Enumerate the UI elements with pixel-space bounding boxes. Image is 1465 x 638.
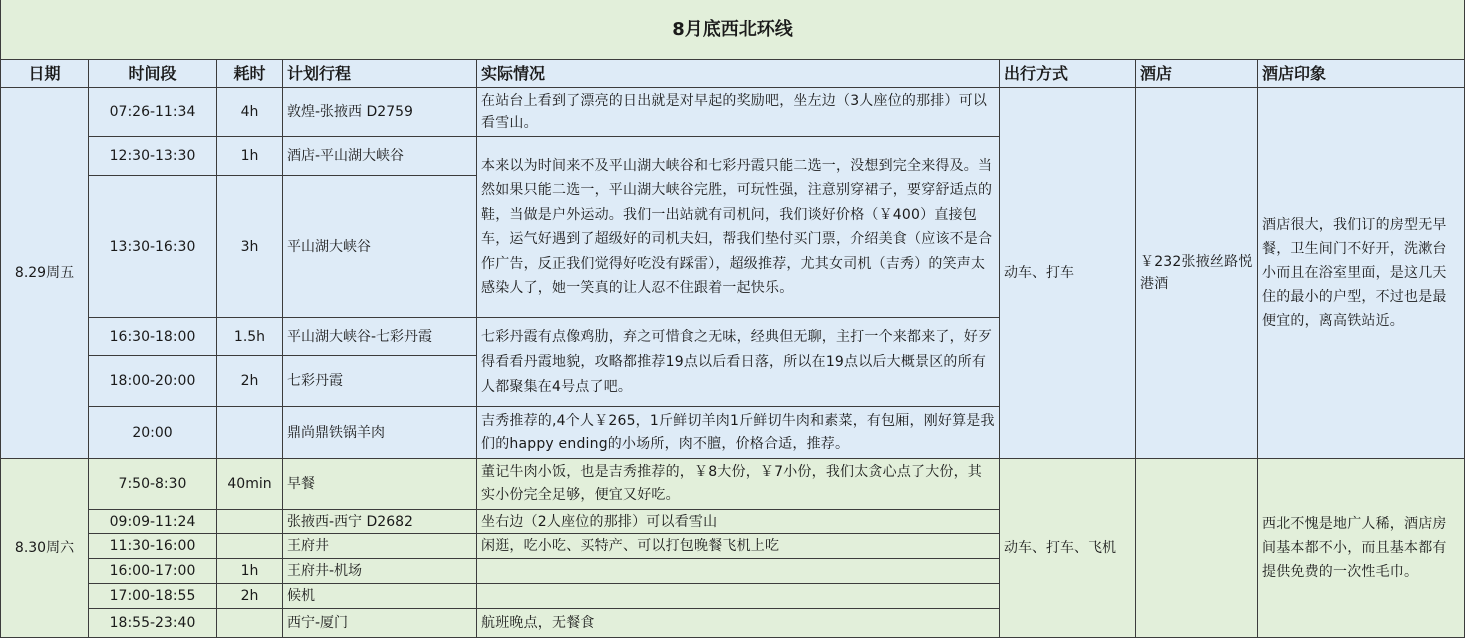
day1-row1-duration-text: 4h	[240, 104, 259, 120]
day2-row6-duration	[217, 609, 283, 638]
day2-row1-duration	[217, 459, 283, 510]
day1-row3-plan	[283, 176, 477, 318]
day2-row4-time	[89, 559, 217, 584]
day1-row2-duration	[217, 137, 283, 176]
header-duration	[217, 60, 283, 88]
day2-row6-plan-text: 西宁-厦门	[287, 615, 349, 631]
day2-row4-note	[477, 559, 1000, 584]
day1-row1-duration	[217, 88, 283, 137]
day2-hotel	[1136, 459, 1258, 638]
day2-row2-plan	[283, 510, 477, 534]
day1-row6-duration	[217, 407, 283, 459]
header-transport	[1000, 60, 1136, 88]
day1-note1	[477, 88, 1000, 137]
day2-row1-note-text: 董记牛肉小饭，也是吉秀推荐的，￥8大份，￥7小份，我们太贪心点了大份，其实小份完全足够，便宜又好吃。	[481, 464, 983, 503]
header-time	[89, 60, 217, 88]
day2-row1-plan	[283, 459, 477, 510]
day2-row2-note	[477, 510, 1000, 534]
day2-row4-plan-text: 王府井-机场	[287, 563, 363, 579]
day1-row4-duration-text: 1.5h	[233, 328, 266, 345]
day1-note4-text: 吉秀推荐的,4个人￥265，1斤鲜切羊肉1斤鲜切牛肉和素菜，有包厢，刚好算是我们的happy ending的小场所，肉不膻，价格合适，推荐。	[481, 412, 995, 452]
day1-row4-plan	[283, 318, 477, 356]
day1-note3-text: 七彩丹霞有点像鸡肋，弃之可惜食之无味，经典但无聊，主打一个来都来了，好歹得看看丹霞地貌，攻略都推荐19点以后看日落，所以在19点以后大概景区的所有人都聚集在4号点了吧。	[481, 328, 993, 395]
header-date-text: 日期	[28, 63, 61, 83]
header-hotel	[1136, 60, 1258, 88]
day2-row6-note	[477, 609, 1000, 638]
day1-row5-plan-text: 七彩丹霞	[287, 373, 343, 389]
day2-row1-plan-text: 早餐	[287, 476, 315, 492]
day2-row5-duration-text: 2h	[240, 588, 259, 604]
day2-row3-note-text: 闲逛，吃小吃、买特产、可以打包晚餐飞机上吃	[481, 538, 780, 554]
header-time-text: 时间段	[128, 63, 177, 83]
day2-impression-text: 西北不愧是地广人稀，酒店房间基本都不小，而且基本都有提供免费的一次性毛巾。	[1262, 516, 1447, 580]
day1-note2-text: 本来以为时间来不及平山湖大峡谷和七彩丹霞只能二选一，没想到完全来得及。当然如果只能二选一，平山湖大峡谷完胜，可玩性强，注意别穿裙子，要穿舒适点的鞋，当做是户外运动。我们一出站就有司机问，我们谈好价格（￥400）直接包车，运气好遇到了超级好的司机夫妇，帮我们垫付买门票，介绍美食（应该不是合作广告，反正我们觉得好吃没有踩雷），超级推荐，尤其女司机（吉秀）的笑声太感染人了，她一笑真的让人忍不住跟着一起快乐。	[481, 157, 993, 296]
day2-row3-plan-text: 王府井	[287, 538, 329, 554]
day1-row5-time	[89, 356, 217, 407]
day1-row1-time	[89, 88, 217, 137]
day2-row3-plan	[283, 534, 477, 559]
day1-row4-time-text: 16:30-18:00	[109, 328, 196, 345]
day2-row5-time-text: 17:00-18:55	[109, 588, 196, 604]
day2-row3-duration	[217, 534, 283, 559]
day2-row6-time	[89, 609, 217, 638]
header-plan-text: 计划行程	[287, 63, 352, 83]
day1-row5-duration-text: 2h	[240, 373, 259, 389]
day1-date-cell	[0, 88, 89, 459]
day2-row2-time-text: 09:09-11:24	[109, 513, 196, 530]
day2-row3-time	[89, 534, 217, 559]
day2-row2-note-text: 坐右边（2人座位的那排）可以看雪山	[481, 513, 718, 530]
header-actual-text: 实际情况	[481, 63, 546, 83]
day1-row1-time-text: 07:26-11:34	[109, 104, 196, 120]
day1-transport	[1000, 88, 1136, 459]
day1-row4-plan-text: 平山湖大峡谷-七彩丹霞	[287, 328, 433, 345]
day1-hotel	[1136, 88, 1258, 459]
day2-impression	[1258, 459, 1465, 638]
day1-date: 8.29周五	[14, 265, 75, 281]
day1-note4	[477, 407, 1000, 459]
day2-row1-time	[89, 459, 217, 510]
day2-date-cell	[0, 459, 89, 638]
day1-transport-text: 动车、打车	[1004, 265, 1074, 281]
day2-row3-time-text: 11:30-16:00	[109, 538, 196, 554]
day2-transport-text: 动车、打车、飞机	[1004, 540, 1116, 556]
day2-row4-plan	[283, 559, 477, 584]
day1-note2	[477, 137, 1000, 318]
header-plan	[283, 60, 477, 88]
day1-row2-duration-text: 1h	[240, 148, 259, 164]
day1-row1-plan	[283, 88, 477, 137]
day1-row3-plan-text: 平山湖大峡谷	[287, 238, 371, 255]
header-date	[0, 60, 89, 88]
day2-row1-duration-text: 40min	[227, 476, 272, 492]
day1-row6-plan-text: 鼎尚鼎铁锅羊肉	[287, 424, 385, 441]
day2-row5-plan-text: 候机	[287, 588, 315, 604]
header-impression	[1258, 60, 1465, 88]
day2-row4-duration	[217, 559, 283, 584]
day1-row4-time	[89, 318, 217, 356]
day1-row2-plan	[283, 137, 477, 176]
day2-row6-time-text: 18:55-23:40	[109, 615, 196, 631]
table-title-text: 8月底西北环线	[672, 18, 793, 40]
day1-impression-text: 酒店很大，我们订的房型无早餐，卫生间门不好开，洗漱台小而且在浴室里面，是这几天住的最小的户型，不过也是最便宜的，离高铁站近。	[1262, 217, 1447, 329]
day1-row2-time	[89, 137, 217, 176]
day1-hotel-text: ￥232张掖丝路悦港酒	[1140, 254, 1253, 292]
day1-row1-plan-text: 敦煌-张掖西 D2759	[287, 104, 413, 120]
day2-row2-plan-text: 张掖西-西宁 D2682	[287, 513, 413, 530]
day1-row2-time-text: 12:30-13:30	[109, 148, 196, 164]
header-duration-text: 耗时	[233, 63, 266, 83]
header-actual	[477, 60, 1000, 88]
day2-row5-time	[89, 584, 217, 609]
day2-row5-duration	[217, 584, 283, 609]
header-hotel-text: 酒店	[1140, 63, 1173, 83]
header-impression-text: 酒店印象	[1262, 63, 1327, 83]
day2-date: 8.30周六	[14, 540, 75, 556]
day1-row3-duration-text: 3h	[240, 238, 259, 255]
day2-row2-time	[89, 510, 217, 534]
day1-row3-time	[89, 176, 217, 318]
day2-transport	[1000, 459, 1136, 638]
day2-row1-note	[477, 459, 1000, 510]
day1-row5-duration	[217, 356, 283, 407]
day1-note1-text: 在站台上看到了漂亮的日出就是对早起的奖励吧，坐左边（3人座位的那排）可以看雪山。	[481, 93, 988, 131]
day1-note3	[477, 318, 1000, 407]
day1-row6-plan	[283, 407, 477, 459]
day2-row3-note	[477, 534, 1000, 559]
day2-row5-note	[477, 584, 1000, 609]
day2-row1-time-text: 7:50-8:30	[118, 476, 187, 492]
table-title	[0, 0, 1465, 60]
day2-row6-note-text: 航班晚点，无餐食	[481, 615, 595, 631]
day2-row2-duration	[217, 510, 283, 534]
day1-impression	[1258, 88, 1465, 459]
day1-row6-time-text: 20:00	[132, 424, 173, 441]
day1-row3-time-text: 13:30-16:30	[109, 238, 196, 255]
day1-row3-duration	[217, 176, 283, 318]
day2-row4-duration-text: 1h	[240, 563, 259, 579]
day1-row6-time	[89, 407, 217, 459]
day1-row4-duration	[217, 318, 283, 356]
day1-row5-plan	[283, 356, 477, 407]
day2-row5-plan	[283, 584, 477, 609]
day1-row2-plan-text: 酒店-平山湖大峡谷	[287, 148, 405, 164]
day2-row4-time-text: 16:00-17:00	[109, 563, 196, 579]
header-transport-text: 出行方式	[1004, 63, 1069, 83]
day1-row5-time-text: 18:00-20:00	[109, 373, 196, 389]
day2-row6-plan	[283, 609, 477, 638]
